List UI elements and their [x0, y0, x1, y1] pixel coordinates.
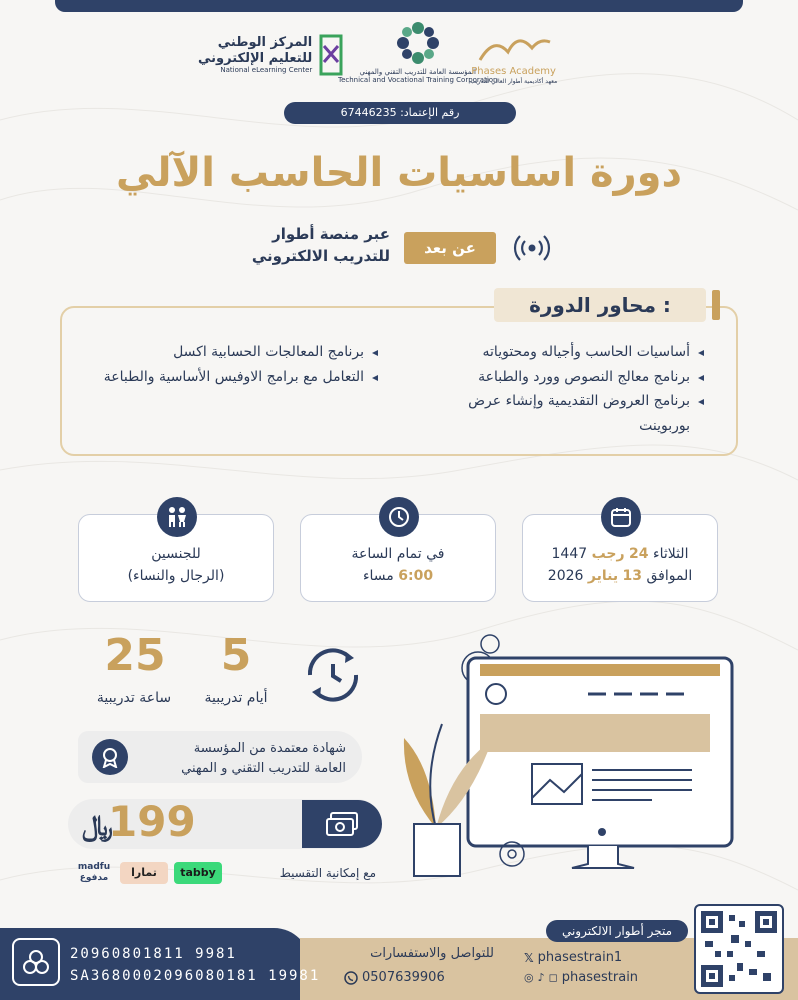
axes-heading-accent: [712, 290, 720, 320]
account-number: 20960801811 9981: [70, 946, 237, 962]
certificate-box: [78, 731, 362, 783]
logo-national-en: National eLearning Center: [220, 66, 313, 75]
people-icon: [157, 497, 197, 537]
madfu-badge: madfu مدفوع: [77, 862, 111, 883]
tamara-badge: تمارا: [120, 862, 168, 884]
gender-text: [79, 543, 273, 588]
delivery-line2: للتدريب الالكتروني: [251, 246, 390, 265]
course-title: دورة اساسيات الحاسب الآلي: [116, 150, 682, 196]
date-card: [522, 514, 718, 602]
date-month-hijri: رجب: [591, 546, 625, 562]
time-period: مساء: [362, 568, 394, 585]
store-label: متجر أطوار الالكتروني: [546, 920, 688, 942]
delivery-text: [240, 224, 390, 268]
whatsapp-icon: [344, 971, 358, 985]
date-weekday: الثلاثاء: [652, 546, 689, 562]
date-year-hijri: 1447: [551, 546, 588, 562]
qr-code-icon: [701, 911, 777, 987]
x-icon: 𝕏: [524, 950, 534, 965]
certificate-line1: شهادة معتمدة من المؤسسة: [193, 741, 346, 756]
logo-tvtc-en: Technical and Vocational Training Corporation: [338, 76, 498, 85]
date-day-hijri: 24: [629, 546, 649, 562]
national-elearning-logo: [198, 32, 344, 78]
days-value: 5: [220, 630, 252, 681]
logo-tvtc-ar: المؤسسة العامة للتدريب التقني والمهني: [359, 68, 476, 76]
delivery-line1: عبر منصة أطوار: [272, 225, 390, 243]
snapchat-icon: ◎: [524, 971, 534, 984]
time-line1: في تمام الساعة: [351, 546, 445, 562]
gender-line2: (الرجال والنساء): [127, 568, 225, 585]
date-day: 13: [622, 568, 643, 585]
axes-item: برنامج العروض التقديمية وإنشاء عرض بوربوينت: [414, 389, 704, 438]
tabby-badge: tabby: [174, 862, 222, 884]
instagram-icon: ◻: [548, 971, 558, 984]
date-corresponding: الموافق: [646, 568, 693, 585]
gender-card: [78, 514, 274, 602]
gender-line1: للجنسين: [151, 546, 201, 562]
logo-phases-en: Phases Academy: [471, 66, 556, 77]
time-card: [300, 514, 496, 602]
hours-value: 25: [104, 630, 166, 681]
axes-item: برنامج معالج النصوص وورد والطباعة: [414, 365, 704, 390]
currency-symbol: ﷼: [82, 809, 113, 842]
broadcast-icon: [512, 232, 552, 264]
logo-national-line2: للتعليم الإلكتروني: [198, 50, 313, 66]
phone-number: 0507639906: [362, 970, 445, 985]
axes-item: برنامج المعالجات الحسابية اكسل: [96, 340, 378, 365]
social-handle[interactable]: [524, 970, 638, 985]
time-text: [301, 543, 495, 588]
store-qr-code[interactable]: [694, 904, 784, 994]
contact-label: للتواصل والاستفسارات: [370, 946, 494, 961]
phone-contact[interactable]: [344, 970, 494, 985]
price-value: 199: [108, 797, 196, 846]
logo-national-line1: المركز الوطني: [217, 35, 313, 51]
installment-text: مع إمكانية التقسيط: [279, 866, 376, 880]
logo-phases-ar: معهد أكاديمية أطوار العالي للتدريب: [470, 78, 558, 85]
x-handle[interactable]: [524, 950, 622, 965]
accreditation-number: رقم الإعتماد: 67446235: [284, 102, 516, 124]
calendar-icon: [601, 497, 641, 537]
money-icon: [302, 800, 382, 848]
axes-item: التعامل مع برامج الاوفيس الأساسية والطباعة: [96, 365, 378, 390]
tvtc-mark-icon: [395, 20, 441, 66]
clock-icon: [379, 497, 419, 537]
time-value: 6:00: [398, 568, 434, 585]
phases-academy-mark-icon: [474, 30, 554, 64]
date-year: 2026: [547, 568, 584, 585]
hours-label: ساعة تدريبية: [96, 690, 172, 706]
axes-list-right: [414, 340, 704, 438]
course-axes-heading: محاور الدورة :: [494, 288, 706, 322]
axes-list-left: [96, 340, 378, 389]
remote-badge: عن بعد: [404, 232, 496, 264]
tiktok-icon: ♪: [537, 971, 545, 984]
axes-item: أساسيات الحاسب وأجياله ومحتوياته: [414, 340, 704, 365]
computer-illustration: [392, 628, 738, 894]
refresh-clock-icon: [298, 640, 368, 710]
x-handle-text: phasestrain1: [537, 950, 623, 965]
date-month: يناير: [587, 568, 619, 585]
iban-number: SA3680002096080181 19981: [70, 968, 321, 984]
phases-academy-logo: [470, 30, 557, 85]
social-handle-text: phasestrain: [561, 970, 639, 985]
date-text: [523, 543, 717, 588]
certificate-text: [116, 739, 346, 778]
days-label: أيام تدريبية: [204, 690, 268, 706]
bank-logo-icon: [12, 938, 60, 986]
top-banner-strip: [55, 0, 743, 12]
certificate-line2: العامة للتدريب التقني و المهني: [181, 760, 346, 776]
